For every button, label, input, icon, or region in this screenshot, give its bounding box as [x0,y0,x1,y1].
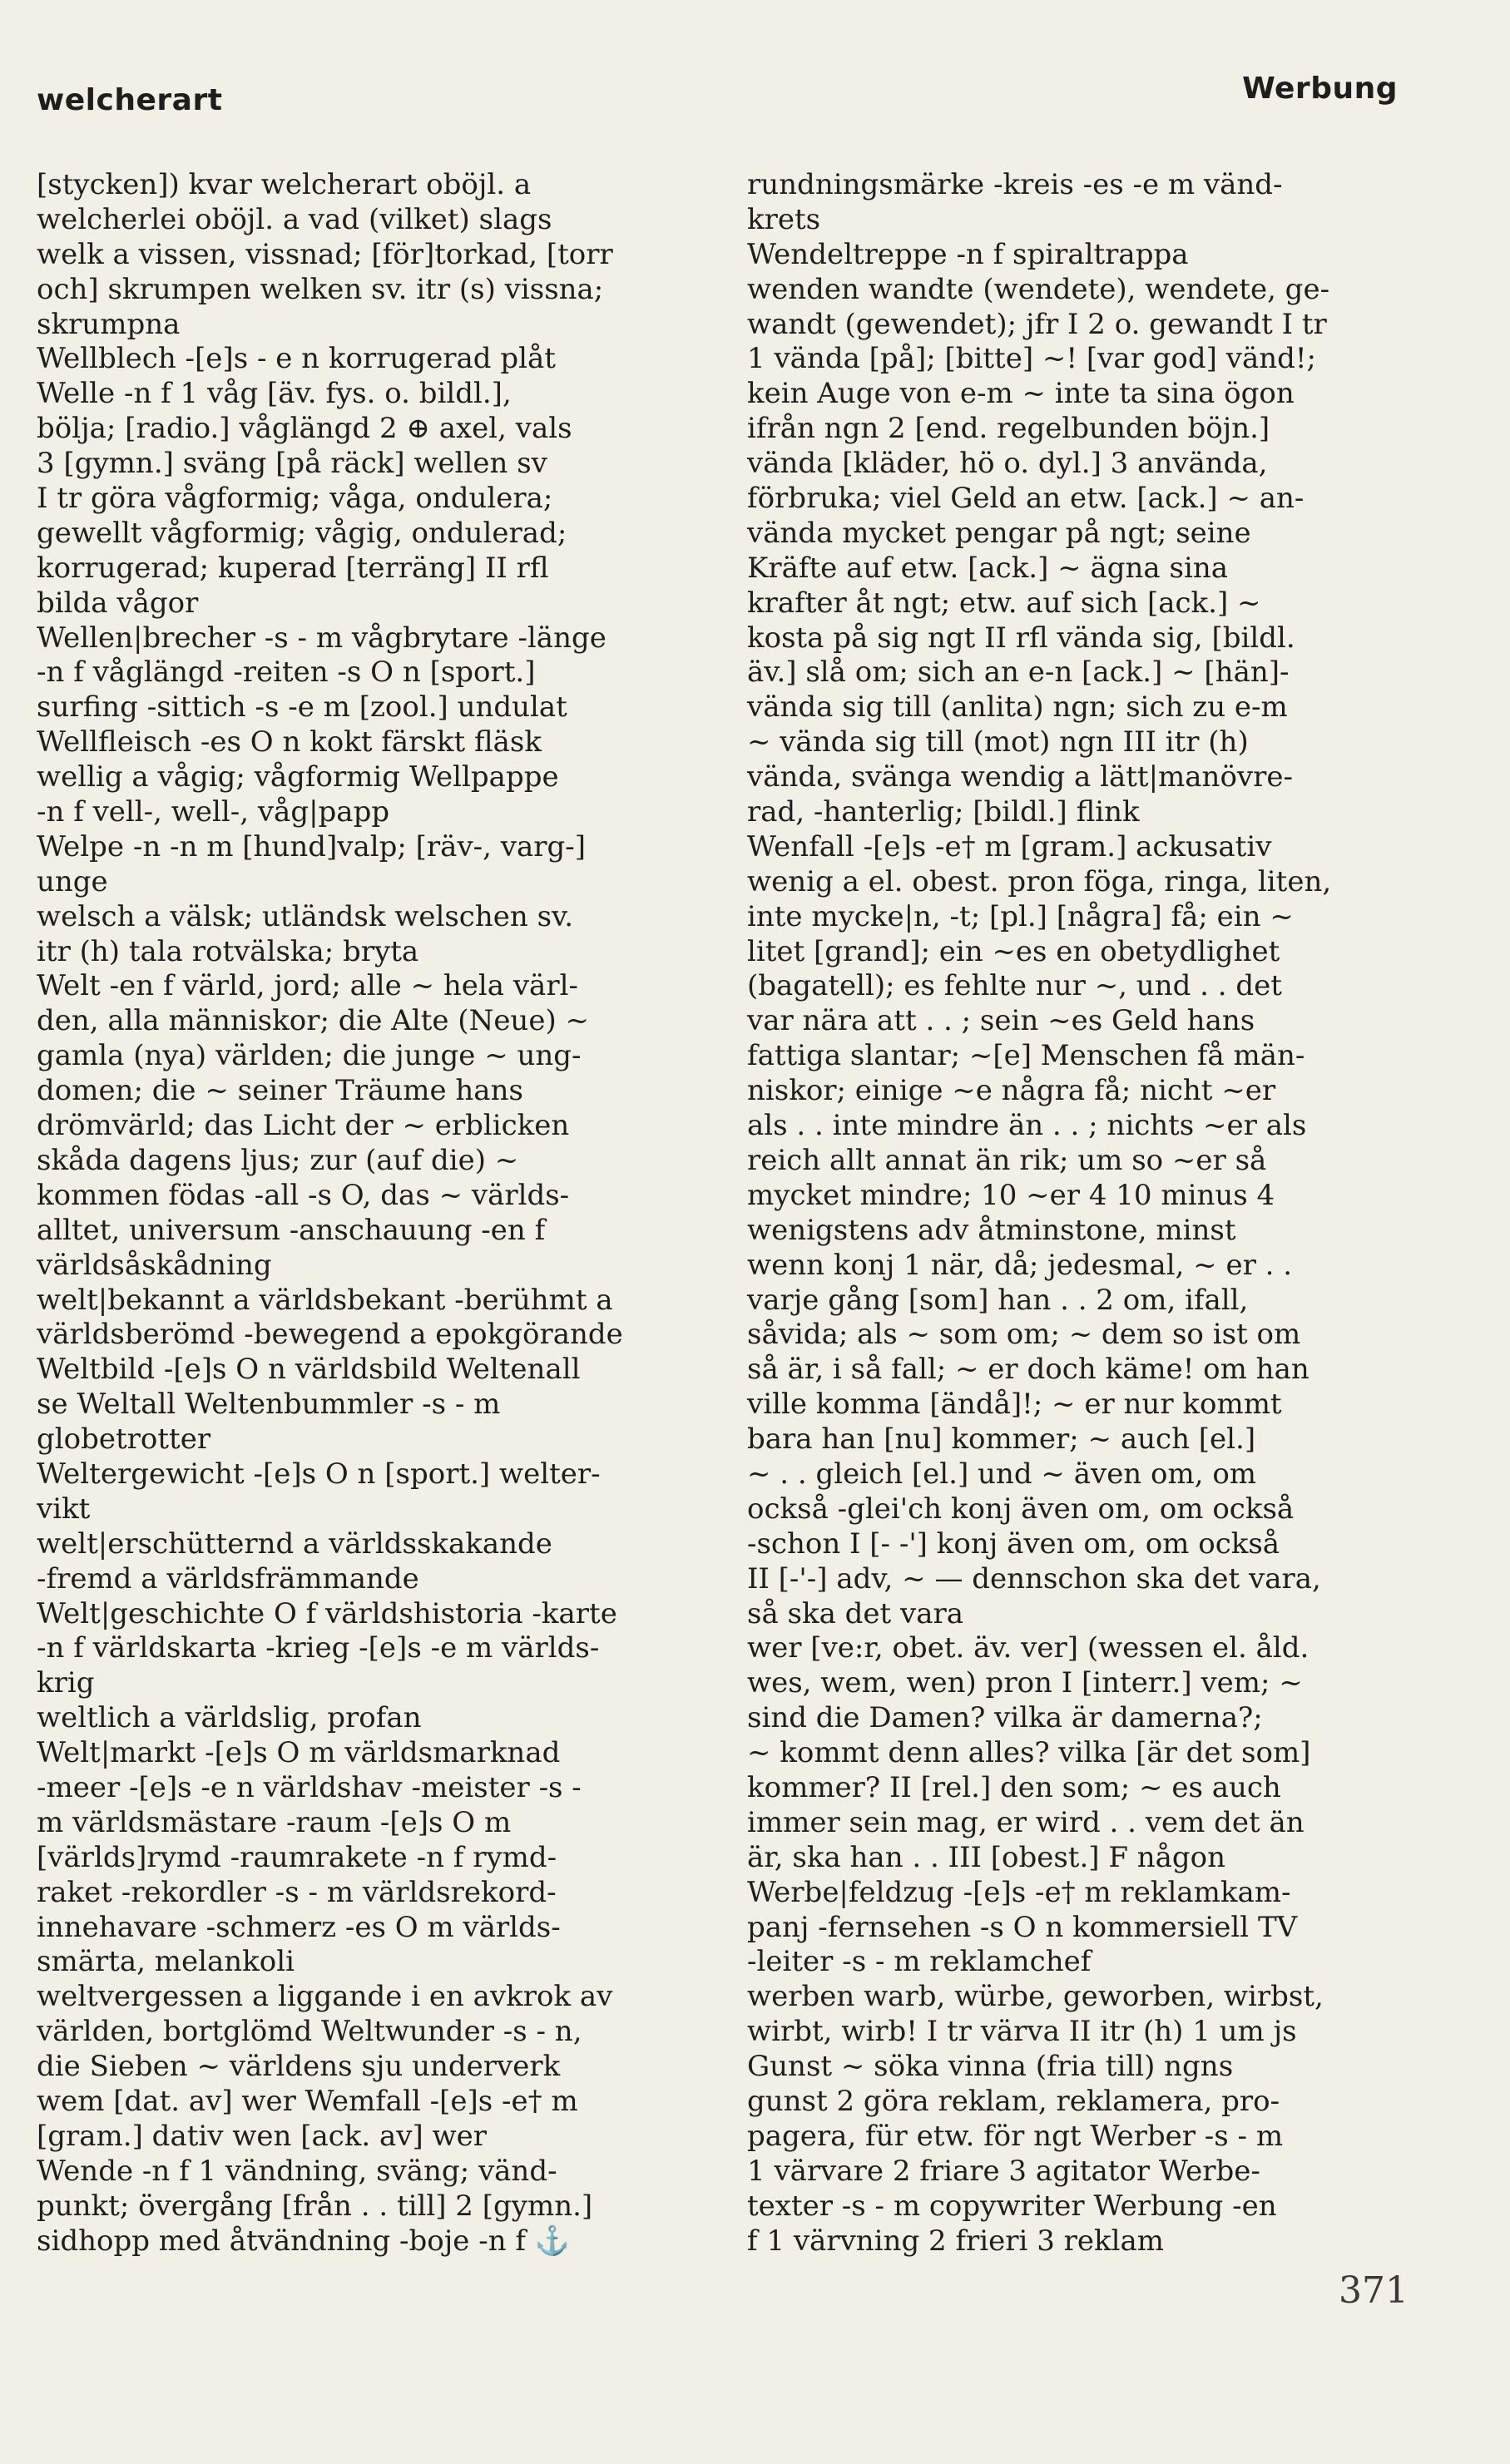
entry-line: reich allt annat än rik; um so ~er så [747,1143,1267,1177]
entry-line: punkt; övergång [från . . till] 2 [gymn.] [37,2189,593,2223]
entry-line: Werbe|feldzug -[e]s -e† m reklamkam- [747,1875,1291,1909]
entry-line: 3 [gymn.] sväng [på räck] wellen sv [37,447,547,481]
entry-line: bara han [nu] kommer; ~ auch [el.] [747,1422,1256,1457]
entry-line: se Weltall Weltenbummler -s - m [37,1388,501,1422]
entry-line: korrugerad; kuperad [terräng] II rfl [37,551,549,585]
entry-line: -schon I [- -'] konj även om, om också [747,1526,1280,1561]
entry-line: II [-'-] adv, ~ — dennschon ska det vara, [747,1561,1321,1596]
entry-line: (bagatell); es fehlte nur ~, und . . det [747,969,1282,1003]
entry-line: domen; die ~ seiner Träume hans [37,1074,523,1108]
entry-line: wandt (gewendet); jfr I 2 o. gewandt I tr [747,307,1327,341]
entry-line: fattiga slantar; ~[e] Menschen få män- [747,1039,1305,1073]
entry-line: Welt|markt -[e]s O m världsmarknad [37,1736,561,1770]
entry-line: ville komma [ändå]!; ~ er nur kommt [747,1388,1282,1422]
entry-line: så är, i så fall; ~ er doch käme! om han [747,1353,1309,1387]
entry-line: weltlich a världslig, profan [37,1701,422,1735]
entry-line: vikt [37,1492,91,1526]
entry-line: welt|erschütternd a världsskakande [37,1526,552,1561]
entry-line: sind die Damen? vilka är damerna?; [747,1701,1263,1735]
entry-line: alltet, universum -anschauung -en f [37,1213,546,1247]
left-column [37,168,702,2259]
entry-line: wellig a vågig; vågformig Wellpappe [37,760,559,794]
entry-line: ifrån ngn 2 [end. regelbunden böjn.] [747,412,1270,446]
entry-line: als . . inte mindre än . . ; nichts ~er als [747,1109,1307,1143]
entry-line: wem [dat. av] wer Wemfall -[e]s -e† m [37,2084,578,2118]
running-head-left: welcherart [37,83,223,117]
entry-line: vända [kläder, hö o. dyl.] 3 använda, [747,447,1268,481]
entry-line: varje gång [som] han . . 2 om, ifall, [747,1283,1249,1317]
entry-line: Wendeltreppe -n f spiraltrappa [747,237,1189,271]
entry-line: förbruka; viel Geld an etw. [ack.] ~ an- [747,482,1305,516]
page-number: 371 [1339,2269,1409,2312]
entry-line: kosta på sig ngt II rfl vända sig, [bildl. [747,621,1295,655]
entry-line: welt|bekannt a världsbekant -berühmt a [37,1283,613,1317]
entry-line: bilda vågor [37,586,199,620]
entry-line: rad, -hanterlig; [bildl.] flink [747,795,1140,829]
entry-line: welcherlei oböjl. a vad (vilket) slags [37,202,552,236]
entry-line: kein Auge von e-m ~ inte ta sina ögon [747,377,1295,411]
entry-line: var nära att . . ; sein ~es Geld hans [747,1004,1255,1038]
entry-line: vända mycket pengar på ngt; seine [747,516,1251,550]
entry-line: så ska det vara [747,1596,964,1630]
entry-line: världsåskådning [37,1248,272,1282]
entry-line: ~ vända sig till (mot) ngn III itr (h) [747,725,1249,759]
entry-line: Wellblech -[e]s - e n korrugerad plåt [37,342,556,376]
entry-line: m världsmästare -raum -[e]s O m [37,1805,512,1839]
entry-line: äv.] slå om; sich an e-n [ack.] ~ [hän]- [747,656,1290,690]
entry-line: wenig a el. obest. pron föga, ringa, liten, [747,864,1332,898]
entry-line: är, ska han . . III [obest.] F någon [747,1840,1226,1874]
entry-line: ~ kommt denn alles? vilka [är det som] [747,1736,1311,1770]
entry-line: Welpe -n -n m [hund]valp; [räv-, varg-] [37,829,587,863]
entry-line: 1 värvare 2 friare 3 agitator Werbe- [747,2154,1260,2188]
entry-line: litet [grand]; ein ~es en obetydlighet [747,934,1280,968]
entry-line: Welle -n f 1 våg [äv. fys. o. bildl.], [37,377,512,411]
entry-line: -n f våglängd -reiten -s O n [sport.] [37,656,536,690]
entry-line: och] skrumpen welken sv. itr (s) vissna; [37,272,604,306]
entry-line: sidhopp med åtvändning -boje -n f ⚓ [37,2224,571,2258]
entry-line: 1 vända [på]; [bitte] ~! [var god] vänd!; [747,342,1317,376]
entry-line: raket -rekordler -s - m världsrekord- [37,1875,557,1909]
entry-line: inte mycke|n, -t; [pl.] [några] få; ein ~ [747,899,1294,933]
entry-line: gamla (nya) världen; die junge ~ ung- [37,1039,582,1073]
entry-line: världen, bortglömd Weltwunder -s - n, [37,2015,582,2049]
entry-line: wes, wem, wen) pron I [interr.] vem; ~ [747,1666,1303,1700]
entry-line: [världs]rymd -raumrakete -n f rymd- [37,1840,557,1874]
entry-line: weltvergessen a liggande i en avkrok av [37,1980,613,2014]
entry-line: itr (h) tala rotvälska; bryta [37,934,419,968]
entry-line: -leiter -s - m reklamchef [747,1945,1092,1979]
entry-line: den, alla människor; die Alte (Neue) ~ [37,1004,590,1038]
entry-line: bölja; [radio.] våglängd 2 ⊕ axel, vals [37,412,572,446]
entry-line: Wenfall -[e]s -e† m [gram.] ackusativ [747,829,1272,863]
right-column [747,168,1413,2259]
entry-line: Kräfte auf etw. [ack.] ~ ägna sina [747,551,1228,585]
entry-line: Welt -en f värld, jord; alle ~ hela värl- [37,969,578,1003]
entry-line: wenigstens adv åtminstone, minst [747,1213,1236,1247]
entry-line: mycket mindre; 10 ~er 4 10 minus 4 [747,1178,1275,1212]
entry-line: skrumpna [37,307,181,341]
entry-line: surfing -sittich -s -e m [zool.] undulat [37,690,567,725]
entry-line: f 1 värvning 2 frieri 3 reklam [747,2224,1165,2258]
entry-line: Wellen|brecher -s - m vågbrytare -länge [37,621,606,655]
entry-line: Wellfleisch -es O n kokt färskt fläsk [37,725,542,759]
entry-line: skåda dagens ljus; zur (auf die) ~ [37,1143,519,1177]
entry-line: wenden wandte (wendete), wendete, ge- [747,272,1330,306]
entry-line: såvida; als ~ som om; ~ dem so ist om [747,1318,1301,1352]
entry-line: texter -s - m copywriter Werbung -en [747,2189,1277,2223]
entry-line: Wende -n f 1 vändning, sväng; vänd- [37,2154,557,2188]
entry-line: die Sieben ~ världens sju underverk [37,2050,561,2084]
entry-line: Weltergewicht -[e]s O n [sport.] welter- [37,1457,601,1491]
entry-line: welk a vissen, vissnad; [för]torkad, [torr [37,237,613,271]
entry-line: smärta, melankoli [37,1945,295,1979]
entry-line: [gram.] dativ wen [ack. av] wer [37,2119,488,2153]
entry-line: -meer -[e]s -e n världshav -meister -s - [37,1770,582,1804]
entry-line: -n f världskarta -krieg -[e]s -e m världs- [37,1631,600,1665]
entry-line: kommer? II [rel.] den som; ~ es auch [747,1770,1281,1804]
entry-line: wenn konj 1 när, då; jedesmal, ~ er . . [747,1248,1293,1282]
entry-line: wer [ve:r, obet. äv. ver] (wessen el. åld. [747,1631,1309,1665]
entry-line: wirbt, wirb! I tr värva II itr (h) 1 um js [747,2015,1297,2049]
entry-line: innehavare -schmerz -es O m världs- [37,1910,561,1944]
entry-line: unge [37,864,108,898]
entry-line: kommen födas -all -s O, das ~ världs- [37,1178,570,1212]
entry-line: ~ . . gleich [el.] und ~ även om, om [747,1457,1257,1491]
entry-line: vända sig till (anlita) ngn; sich zu e-m [747,690,1288,725]
entry-line: rundningsmärke -kreis -es -e m vänd- [747,168,1283,201]
running-head-right: Werbung [1242,72,1398,106]
entry-line: krets [747,202,821,236]
entry-line: Welt|geschichte O f världshistoria -karte [37,1596,617,1630]
entry-line: vända, svänga wendig a lätt|manövre- [747,760,1293,794]
entry-line: pagera, für etw. för ngt Werber -s - m [747,2119,1284,2153]
entry-line: Gunst ~ söka vinna (fria till) ngns [747,2050,1234,2084]
entry-line: också -glei'ch konj även om, om också [747,1492,1295,1526]
entry-line: werben warb, würbe, geworben, wirbst, [747,1980,1324,2014]
entry-line: världsberömd -bewegend a epokgörande [37,1318,623,1352]
entry-line: gunst 2 göra reklam, reklamera, pro- [747,2084,1280,2118]
entry-line: krafter åt ngt; etw. auf sich [ack.] ~ [747,586,1261,620]
entry-line: Weltbild -[e]s O n världsbild Weltenall [37,1353,581,1387]
entry-line: welsch a välsk; utländsk welschen sv. [37,899,574,933]
entry-line: [stycken]) kvar welcherart oböjl. a [37,168,532,201]
entry-line: -n f vell-, well-, våg|papp [37,795,390,829]
entry-line: -fremd a världsfrämmande [37,1561,419,1596]
entry-line: krig [37,1666,95,1700]
entry-line: immer sein mag, er wird . . vem det än [747,1805,1305,1839]
entry-line: gewellt vågformig; vågig, ondulerad; [37,516,567,550]
entry-line: niskor; einige ~e några få; nicht ~er [747,1074,1276,1108]
entry-line: globetrotter [37,1422,211,1457]
entry-line: panj -fernsehen -s O n kommersiell TV [747,1910,1298,1944]
entry-line: drömvärld; das Licht der ~ erblicken [37,1109,570,1143]
entry-line: I tr göra vågformig; våga, ondulera; [37,482,553,516]
